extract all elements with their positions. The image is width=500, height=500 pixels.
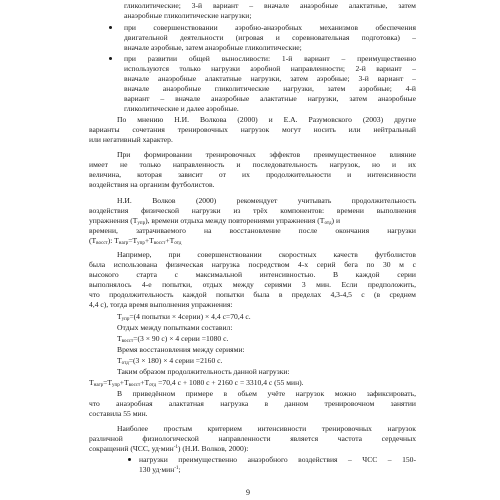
text-fragment: T bbox=[117, 312, 122, 321]
text-fragment: =70,4 с + 1080 с + 2160 с = 3310,4 с (55 мин). bbox=[156, 378, 304, 387]
subscript: отд bbox=[149, 383, 157, 388]
text-line bbox=[89, 236, 181, 245]
text-line: По мнению Н.И. Волкова (2000) и Е.А. Разумовского (2003) другие bbox=[117, 115, 416, 124]
subscript: упр bbox=[112, 383, 120, 388]
text-fragment: ) (Н.И. Волков, 2000): bbox=[177, 444, 249, 453]
formula-line bbox=[117, 334, 228, 343]
text-line: воздействия на организм футболистов. bbox=[89, 180, 215, 189]
text-line: Время восстановления между сериями: bbox=[117, 345, 245, 354]
text-line bbox=[89, 216, 416, 225]
bullet-icon bbox=[109, 26, 112, 29]
text-fragment: +T bbox=[119, 378, 129, 387]
text-fragment: =T bbox=[103, 378, 113, 387]
text-line: Таким образом продолжительность данной нагрузки: bbox=[117, 367, 290, 376]
text-line: двигательной деятельности (игровая и соревновательная подготовка) – bbox=[124, 33, 416, 42]
bullet-icon bbox=[128, 458, 131, 461]
text-line: при развитии общей выносливости: 1-й вариант – преимущественно bbox=[124, 54, 416, 63]
text-line: различной физиологической направленности является частота сердечных bbox=[89, 434, 416, 443]
formula-line bbox=[117, 356, 222, 365]
text-fragment: T bbox=[89, 378, 94, 387]
text-line: вначале аэробные, затем анаэробные гликолитические; bbox=[124, 43, 302, 52]
text-fragment: =T bbox=[128, 236, 138, 245]
text-line: В приведённом примере в обьем учёте нагрузок можно зафиксировать, bbox=[117, 389, 416, 398]
subscript: отд bbox=[174, 241, 182, 246]
text-line: нагрузки преимущественно анаэробного воздействия – ЧСС – 150- bbox=[139, 455, 416, 464]
text-fragment: =(4 попытки × 4серии) × 4,4 с=70,4 с. bbox=[129, 312, 251, 321]
text-line: Наиболее простым критерием интенсивности тренировочных нагрузок bbox=[117, 424, 416, 433]
text-line: Н.И. Волков (2000) рекомендует учитывать продолжительность bbox=[117, 196, 416, 205]
subscript: нагр bbox=[118, 241, 129, 246]
text-line: что анаэробная алактатная нагрузка в данном тренировочном занятии bbox=[89, 399, 416, 408]
text-line: анаэробные гликолитические нагрузки; bbox=[124, 11, 252, 20]
text-fragment: +T bbox=[165, 236, 175, 245]
text-line: 4,4 с), тогда время выполнения упражнения: bbox=[89, 300, 233, 309]
text-line: была использована физическая нагрузка посредством 4-х серий бега по 30 м с bbox=[89, 260, 416, 269]
text-fragment: +T bbox=[144, 236, 154, 245]
text-fragment: 130 уд∙мин bbox=[139, 465, 175, 474]
text-fragment: =(3 × 90 с) × 4 серии =1080 с. bbox=[133, 334, 229, 343]
text-line: высокого старта с максимальной интенсивностью. В каждой серии bbox=[89, 270, 416, 279]
superscript: -1 bbox=[174, 466, 179, 471]
text-line: Например, при совершенствовании скоростных качеств футболистов bbox=[117, 250, 416, 259]
text-fragment: ), времени отдыха между повторениями упражнения (T bbox=[145, 216, 325, 225]
subscript: восст bbox=[153, 241, 166, 246]
text-fragment: ): T bbox=[107, 236, 119, 245]
text-line: гликолитические; 3-й вариант – вначале анаэробные алактатные, затем bbox=[124, 1, 416, 10]
text-fragment: +T bbox=[140, 378, 150, 387]
text-line: гликолитические и далее аэробные. bbox=[124, 104, 239, 113]
text-line bbox=[89, 444, 248, 453]
text-fragment: упражнения (T bbox=[89, 216, 138, 225]
text-fragment: (T bbox=[89, 236, 97, 245]
text-line: времени, затрачиваемого на восстановление после окончания нагрузки bbox=[89, 226, 416, 235]
text-line: или негативный характер. bbox=[89, 135, 173, 144]
subscript: отд bbox=[121, 361, 129, 366]
subscript: восст bbox=[128, 383, 141, 388]
text-line: величина, которая зависит от их продолжительности и интенсивности bbox=[89, 170, 416, 179]
text-line: При формировании тренировочных эффектов преимущественное влияние bbox=[117, 150, 416, 159]
text-line: варианты сочетания тренировочных нагрузок могут носить или нейтральный bbox=[89, 125, 416, 134]
formula-line bbox=[89, 378, 304, 387]
text-fragment: ; bbox=[178, 465, 181, 474]
text-line: выполнялось 4-е попытки, отдых между сериями 3 мин. Если предположить, bbox=[89, 280, 416, 289]
subscript: отд bbox=[324, 221, 332, 226]
text-line: воздействия физической нагрузки из трёх компонентов: времени выполнения bbox=[89, 206, 416, 215]
text-line: что продолжительность каждой попытки была в пределах 4,3-4,5 с (в среднем bbox=[89, 290, 416, 299]
subscript: восст bbox=[121, 339, 134, 344]
subscript: упр bbox=[137, 221, 146, 226]
text-fragment: ) и bbox=[331, 216, 341, 225]
text-line: при совершенствовании аэробно-анаэробных механизмов обеспечения bbox=[124, 23, 416, 32]
bullet-icon bbox=[109, 57, 112, 60]
text-line: вариант – вначале анаэробные алактатные нагрузки, затем анаэробные bbox=[124, 94, 416, 103]
subscript: упр bbox=[137, 241, 145, 246]
text-line: используются только нагрузки аэробной направленности; 2-й вариант – bbox=[124, 64, 416, 73]
text-fragment: T bbox=[117, 334, 122, 343]
text-line: имеет не только направленность и последовательность нагрузок, но и их bbox=[89, 160, 416, 169]
formula-line bbox=[117, 312, 251, 321]
subscript: нагр bbox=[93, 383, 104, 388]
text-fragment: =(3 × 180) × 4 серии =2160 с. bbox=[128, 356, 223, 365]
text-fragment: сокращений (ЧСС, уд∙мин bbox=[89, 444, 174, 453]
text-line: вначале анаэробные алактатные нагрузки, затем аэробные; 3-й вариант – bbox=[124, 74, 416, 83]
text-line: Отдых между попытками составил: bbox=[117, 323, 233, 332]
text-line: составила 55 мин. bbox=[89, 409, 148, 418]
superscript: -1 bbox=[173, 445, 178, 450]
subscript: упр bbox=[121, 317, 130, 322]
text-fragment: T bbox=[117, 356, 122, 365]
page-number: 9 bbox=[246, 488, 250, 497]
subscript: восст bbox=[96, 241, 108, 246]
text-line bbox=[139, 465, 181, 474]
text-line: вначале анаэробные гликолитические нагрузки, затем аэробные; 4-й bbox=[124, 84, 416, 93]
